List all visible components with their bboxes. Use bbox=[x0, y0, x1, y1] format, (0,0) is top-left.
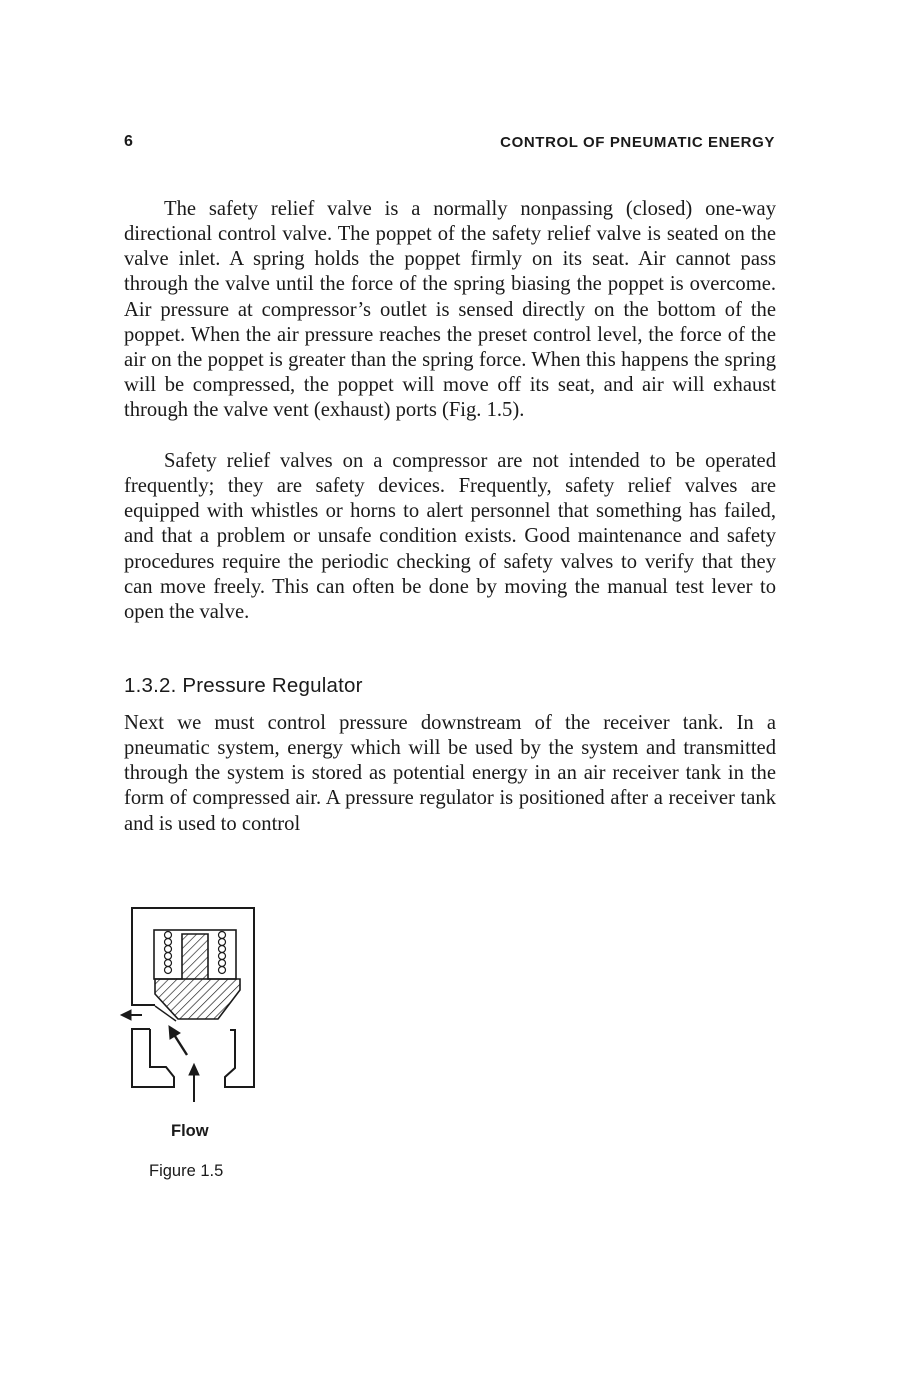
safety-relief-valve-diagram bbox=[118, 902, 263, 1102]
figure-caption: Figure 1.5 bbox=[149, 1162, 224, 1180]
flow-label: Flow bbox=[171, 1122, 209, 1140]
valve-inlet-left-wall bbox=[132, 1029, 174, 1087]
paragraph-safety-relief-valve: The safety relief valve is a normally nonpassing (closed) one-way directional control valve. The poppet of the safety relief valve is seated on the valve inlet. A spring holds the poppet firmly on its seat. Air cannot pass through the valve until the force of the spring biasing the poppet is overcome. Air pressure at compressor’s outlet is sensed directly on the bottom of the poppet. When the air pressure reaches the preset control level, the force of the air on the poppet is greater than the spring force. When this happens the spring will be compressed, the poppet will move off its seat, and air will exhaust through the valve vent (exhaust) ports (Fig. 1.5). bbox=[124, 198, 776, 422]
page-number: 6 bbox=[124, 133, 133, 150]
spring-right-coils bbox=[219, 932, 226, 974]
paragraph-safety-devices: Safety relief valves on a compressor are not intended to be operated frequently; they are safety devices. Frequently, safety relief valves are equipped with whistles or horns to alert personnel that something has failed, and that a problem or unsafe condition exists. Good maintenance and safety procedures require the periodic checking of safety valves to verify that they can move freely. This can often be done by moving the manual test lever to open the valve. bbox=[124, 450, 776, 623]
section-heading-pressure-regulator: 1.3.2. Pressure Regulator bbox=[124, 674, 363, 697]
paragraph-pressure-regulator: Next we must control pressure downstream of the receiver tank. In a pneumatic system, energy which will be used by the system and transmitted through the system is stored as potential energy in an air receiver tank in the form of compressed air. A pressure regulator is positioned after a receiver tank and is used to control bbox=[124, 712, 776, 835]
flow-arrow-diagonal-icon bbox=[169, 1026, 187, 1055]
exhaust-arrow-icon bbox=[121, 1010, 142, 1020]
spring-left-coils bbox=[165, 932, 172, 974]
running-title: CONTROL OF PNEUMATIC ENERGY bbox=[500, 134, 775, 151]
flow-arrow-up-icon bbox=[189, 1064, 199, 1102]
poppet bbox=[155, 934, 240, 1019]
